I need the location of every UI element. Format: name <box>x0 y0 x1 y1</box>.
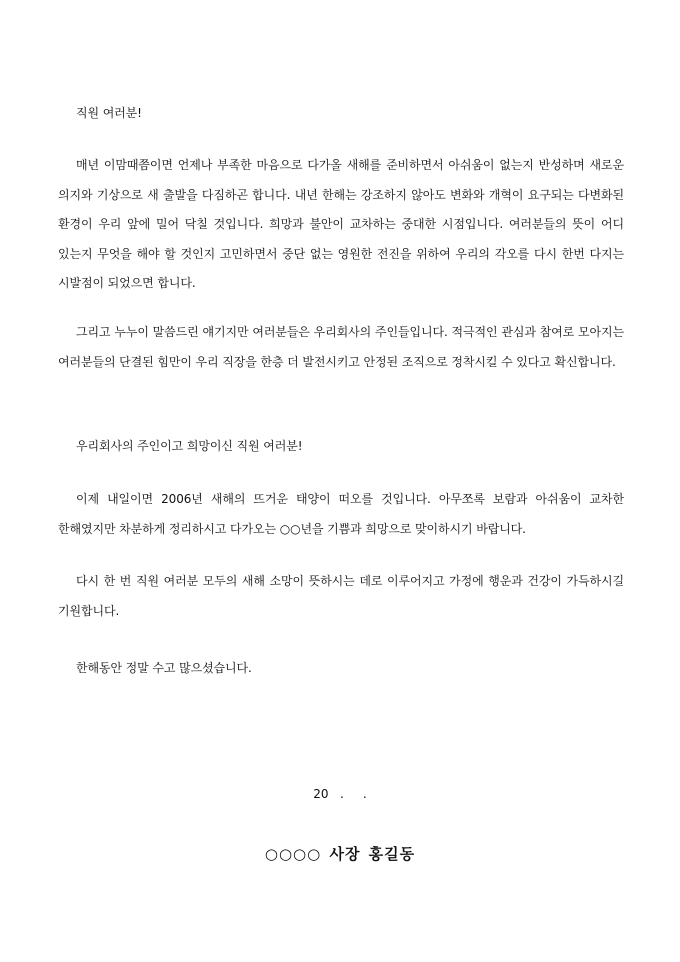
date-line: 20 . . <box>313 787 367 801</box>
paragraph-wishes: 다시 한 번 직원 여러분 모두의 새해 소망이 뜻하시는 데로 이루어지고 가정에 행운과 건강이 가득하시길 기원합니다. <box>58 574 624 618</box>
signature-line: ○○○○ 사장 홍길동 <box>264 845 416 863</box>
greeting-line: 직원 여러분! <box>76 106 142 120</box>
paragraph-company-owners: 그리고 누누이 말씀드린 얘기지만 여러분들은 우리회사의 주인들입니다. 적극적인 관심과 참여로 모아지는 여러분들의 단결된 힘만이 우리 직장을 한층 더 발전시키고 안정된 조직으로 정착시킬 수 있다고 확신합니다. <box>58 325 624 369</box>
paragraph-address-employees: 우리회사의 주인이고 희망이신 직원 여러분! <box>76 439 303 453</box>
paragraph-year-end-reflection: 매년 이맘때쯤이면 언제나 부족한 마음으로 다가올 새해를 준비하면서 아쉬움이 없는지 반성하며 새로운 의지와 기상으로 새 출발을 다짐하곤 합니다. 내년 한해는 강조하지 않아도 변화와 개혁이 요구되는 다변화된 환경이 우리 앞에 밀어 닥칠 것입니다. 희망과 불안이 교차하는 중대한 시점입니다. 여러분들의 뜻이 어디 있는지 무엇을 해야 할 것인지 고민하면서 중단 없는 영원한 전진을 위하여 우리의 각오를 다시 한번 다지는 시발점이 되었으면 합니다. <box>58 158 624 290</box>
paragraph-thanks: 한해동안 정말 수고 많으셨습니다. <box>76 661 252 675</box>
paragraph-new-year: 이제 내일이면 2006년 새해의 뜨거운 태양이 떠오를 것입니다. 아무쪼록 보람과 아쉬움이 교차한 한해였지만 차분하게 정리하시고 다가오는 ○○년을 기쁨과 희망으로 맞이하시기 바랍니다. <box>58 492 624 536</box>
